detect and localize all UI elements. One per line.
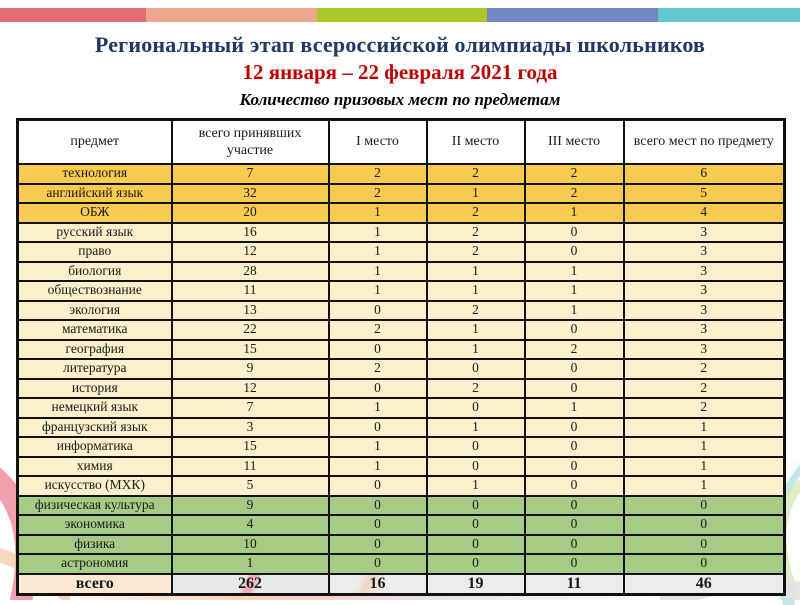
value-cell: 32: [172, 184, 329, 204]
value-cell: 1: [624, 476, 785, 496]
subject-cell: право: [18, 242, 172, 262]
value-cell: 9: [172, 496, 329, 516]
value-cell: 2: [525, 164, 624, 184]
value-cell: 0: [525, 437, 624, 457]
value-cell: 0: [624, 515, 785, 535]
total-third-place-cell: 11: [525, 574, 624, 595]
header-third-place: III место: [525, 120, 624, 165]
subject-cell: обществознание: [18, 281, 172, 301]
value-cell: 2: [624, 359, 785, 379]
subject-cell: русский язык: [18, 223, 172, 243]
total-first-place-cell: 16: [329, 574, 427, 595]
value-cell: 13: [172, 301, 329, 321]
table-row: [18, 203, 785, 223]
value-cell: 1: [329, 281, 427, 301]
value-cell: 1: [329, 457, 427, 477]
value-cell: 0: [427, 437, 525, 457]
table-row: [18, 457, 785, 477]
value-cell: 0: [329, 301, 427, 321]
value-cell: 0: [329, 340, 427, 360]
value-cell: 2: [427, 203, 525, 223]
value-cell: 2: [624, 398, 785, 418]
value-cell: 1: [329, 242, 427, 262]
value-cell: 2: [427, 379, 525, 399]
table-row: [18, 554, 785, 574]
value-cell: 3: [624, 262, 785, 282]
value-cell: 2: [624, 379, 785, 399]
value-cell: 10: [172, 535, 329, 555]
value-cell: 3: [624, 223, 785, 243]
value-cell: 2: [427, 242, 525, 262]
value-cell: 2: [525, 184, 624, 204]
subject-cell: информатика: [18, 437, 172, 457]
value-cell: 0: [624, 535, 785, 555]
value-cell: 1: [427, 262, 525, 282]
value-cell: 1: [525, 203, 624, 223]
value-cell: 7: [172, 164, 329, 184]
value-cell: 0: [525, 418, 624, 438]
value-cell: 0: [329, 418, 427, 438]
table-footer: [18, 574, 785, 595]
table-row: [18, 515, 785, 535]
value-cell: 3: [624, 281, 785, 301]
subject-cell: химия: [18, 457, 172, 477]
subject-cell: французский язык: [18, 418, 172, 438]
value-cell: 6: [624, 164, 785, 184]
value-cell: 1: [329, 262, 427, 282]
value-cell: 2: [329, 359, 427, 379]
value-cell: 0: [329, 379, 427, 399]
subject-cell: физика: [18, 535, 172, 555]
value-cell: 7: [172, 398, 329, 418]
table-row: [18, 418, 785, 438]
table-row: [18, 320, 785, 340]
value-cell: 3: [624, 320, 785, 340]
value-cell: 1: [624, 457, 785, 477]
top-bar-segment: [658, 8, 800, 22]
top-bar-segment: [317, 8, 487, 22]
header-total-places: всего мест по предмету: [624, 120, 785, 165]
table-row: [18, 379, 785, 399]
table-row: [18, 262, 785, 282]
header-row: [18, 120, 785, 165]
table-row: [18, 184, 785, 204]
value-cell: 0: [427, 359, 525, 379]
subject-cell: английский язык: [18, 184, 172, 204]
table-row: [18, 164, 785, 184]
table-body: [18, 164, 785, 574]
value-cell: 1: [525, 398, 624, 418]
top-bar-segment: [487, 8, 658, 22]
total-label-cell: всего: [18, 574, 172, 595]
value-cell: 1: [329, 437, 427, 457]
value-cell: 2: [329, 184, 427, 204]
value-cell: 1: [427, 476, 525, 496]
table-row: [18, 476, 785, 496]
value-cell: 1: [525, 262, 624, 282]
value-cell: 2: [427, 164, 525, 184]
total-row: [18, 574, 785, 595]
value-cell: 0: [525, 554, 624, 574]
value-cell: 0: [624, 554, 785, 574]
table-header: [18, 120, 785, 165]
value-cell: 4: [624, 203, 785, 223]
value-cell: 0: [427, 515, 525, 535]
subject-cell: ОБЖ: [18, 203, 172, 223]
total-participants-cell: 262: [172, 574, 329, 595]
value-cell: 1: [427, 281, 525, 301]
value-cell: 0: [525, 242, 624, 262]
value-cell: 5: [624, 184, 785, 204]
value-cell: 0: [329, 476, 427, 496]
value-cell: 2: [329, 164, 427, 184]
table-row: [18, 242, 785, 262]
subject-cell: история: [18, 379, 172, 399]
value-cell: 4: [172, 515, 329, 535]
value-cell: 0: [525, 515, 624, 535]
value-cell: 2: [427, 301, 525, 321]
value-cell: 9: [172, 359, 329, 379]
results-table: [16, 118, 786, 596]
value-cell: 1: [329, 398, 427, 418]
value-cell: 1: [525, 281, 624, 301]
value-cell: 28: [172, 262, 329, 282]
total-second-place-cell: 19: [427, 574, 525, 595]
table-row: [18, 437, 785, 457]
value-cell: 1: [427, 340, 525, 360]
top-color-bar: [0, 8, 800, 22]
subject-cell: литература: [18, 359, 172, 379]
page-title: Региональный этап всероссийской олимпиады школьников: [94, 32, 706, 57]
value-cell: 3: [624, 340, 785, 360]
value-cell: 0: [525, 223, 624, 243]
value-cell: 2: [329, 320, 427, 340]
value-cell: 3: [624, 242, 785, 262]
value-cell: 22: [172, 320, 329, 340]
value-cell: 1: [329, 223, 427, 243]
table-row: [18, 496, 785, 516]
value-cell: 15: [172, 340, 329, 360]
top-bar-segment: [0, 8, 146, 22]
table-row: [18, 398, 785, 418]
value-cell: 0: [525, 320, 624, 340]
subject-cell: география: [18, 340, 172, 360]
value-cell: 0: [427, 554, 525, 574]
value-cell: 1: [427, 418, 525, 438]
header-participants: всего принявших участие: [172, 120, 329, 165]
value-cell: 0: [525, 476, 624, 496]
value-cell: 0: [624, 496, 785, 516]
total-places-cell: 46: [624, 574, 785, 595]
value-cell: 1: [427, 184, 525, 204]
table-row: [18, 359, 785, 379]
header-first-place: I место: [329, 120, 427, 165]
table-row: [18, 301, 785, 321]
value-cell: 1: [329, 203, 427, 223]
value-cell: 16: [172, 223, 329, 243]
value-cell: 1: [624, 418, 785, 438]
value-cell: 0: [329, 515, 427, 535]
header-subject: предмет: [18, 120, 172, 165]
header-second-place: II место: [427, 120, 525, 165]
value-cell: 0: [525, 457, 624, 477]
table-row: [18, 340, 785, 360]
value-cell: 12: [172, 379, 329, 399]
subject-cell: экология: [18, 301, 172, 321]
value-cell: 0: [525, 496, 624, 516]
value-cell: 1: [525, 301, 624, 321]
table-row: [18, 223, 785, 243]
value-cell: 0: [427, 535, 525, 555]
value-cell: 0: [427, 457, 525, 477]
subject-cell: астрономия: [18, 554, 172, 574]
title-block: [0, 32, 800, 110]
value-cell: 1: [172, 554, 329, 574]
value-cell: 0: [427, 398, 525, 418]
top-bar-segment: [146, 8, 317, 22]
value-cell: 15: [172, 437, 329, 457]
date-range-subtitle: 12 января – 22 февраля 2021 года: [242, 60, 558, 84]
value-cell: 0: [427, 496, 525, 516]
subject-cell: искусство (МХК): [18, 476, 172, 496]
table-row: [18, 535, 785, 555]
value-cell: 3: [172, 418, 329, 438]
value-cell: 1: [427, 320, 525, 340]
subject-cell: физическая культура: [18, 496, 172, 516]
subject-cell: экономика: [18, 515, 172, 535]
value-cell: 0: [525, 379, 624, 399]
value-cell: 11: [172, 281, 329, 301]
table-caption: Количество призовых мест по предметам: [239, 90, 561, 109]
subject-cell: математика: [18, 320, 172, 340]
table-row: [18, 281, 785, 301]
subject-cell: немецкий язык: [18, 398, 172, 418]
value-cell: 0: [525, 535, 624, 555]
value-cell: 0: [329, 554, 427, 574]
subject-cell: биология: [18, 262, 172, 282]
value-cell: 0: [329, 496, 427, 516]
value-cell: 0: [525, 359, 624, 379]
value-cell: 12: [172, 242, 329, 262]
value-cell: 20: [172, 203, 329, 223]
value-cell: 3: [624, 301, 785, 321]
value-cell: 0: [329, 535, 427, 555]
value-cell: 11: [172, 457, 329, 477]
value-cell: 1: [624, 437, 785, 457]
value-cell: 2: [525, 340, 624, 360]
subject-cell: технология: [18, 164, 172, 184]
value-cell: 5: [172, 476, 329, 496]
value-cell: 2: [427, 223, 525, 243]
